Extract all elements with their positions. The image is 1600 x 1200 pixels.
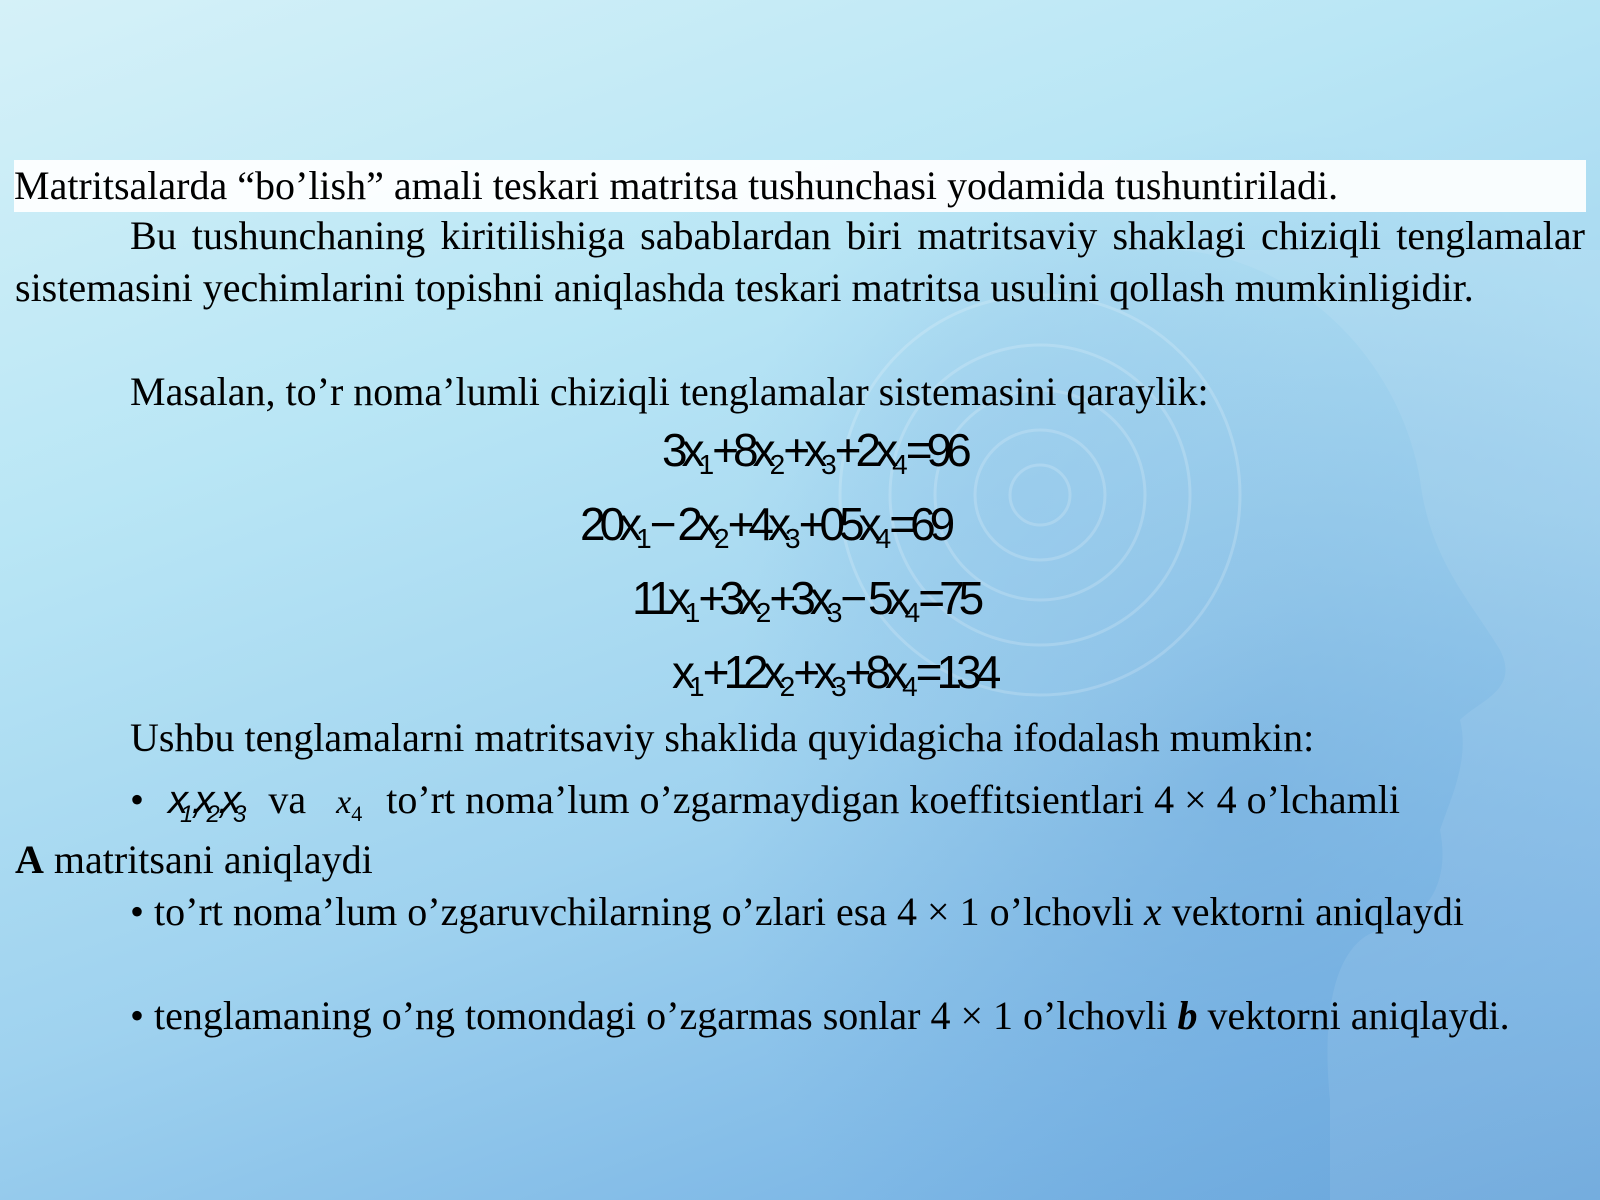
vector-b-label: b (1177, 993, 1198, 1038)
eq3-term3: +3x (769, 572, 827, 624)
eq4-rhs: =134 (915, 646, 996, 698)
vars-x1-x2-x3 (168, 778, 245, 828)
eq2-rhs: =69 (889, 498, 950, 550)
eq3-sub4: 4 (904, 597, 919, 628)
eq3-sub1: 1 (684, 597, 699, 628)
eq3-term4: − 5x (840, 572, 905, 624)
eq1-sub1: 1 (698, 449, 713, 480)
equation-3 (632, 570, 978, 633)
var-x3-sub: 3 (232, 801, 245, 828)
eq2-term1: 20x (580, 498, 637, 550)
bullet-2-text-b: vektorni aniqlaydi (1171, 889, 1464, 934)
equation-4 (672, 644, 995, 707)
paragraph-example: Masalan, to’r noma’lumli chiziqli tenglamalar sistemasini qaraylik: (130, 369, 1209, 414)
bullet-1-cont-text: matritsani aniqlaydi (53, 837, 373, 882)
var-x3: ,x (217, 778, 233, 822)
eq4-term2: +12x (702, 646, 780, 698)
bullet-1-marker: • (130, 777, 145, 822)
eq3-term2: +3x (698, 572, 756, 624)
equation-1 (662, 422, 966, 485)
eq3-sub2: 2 (755, 597, 770, 628)
var-x4-sub: 4 (351, 800, 363, 826)
eq1-term2: +8x (712, 424, 770, 476)
eq3-term1: 11x (632, 572, 685, 624)
eq2-term4: +05x (798, 498, 876, 550)
title-line: Matritsalarda “bo’lish” amali teskari matritsa tushunchasi yodamida tushuntiriladi. (14, 160, 1586, 212)
eq2-sub1: 1 (636, 523, 650, 554)
eq1-sub3: 3 (821, 449, 835, 480)
eq1-sub2: 2 (769, 449, 784, 480)
eq3-sub3: 3 (826, 597, 841, 628)
var-x4-letter: x (336, 784, 352, 821)
eq3-rhs: =75 (918, 572, 979, 624)
eq1-term1: 3x (662, 424, 699, 476)
paragraph-matrix-form: Ushbu tenglamalarni matritsaviy shaklida quyidagicha ifodalash mumkin: (130, 715, 1315, 760)
eq4-sub4: 4 (902, 671, 916, 702)
bullet-1-text: to’rt noma’lum o’zgarmaydigan koeffitsientlari 4 × 4 o’lchamli (386, 777, 1400, 822)
bullet-3-text-b: vektorni aniqlaydi. (1207, 993, 1510, 1038)
paragraph-intro: Bu tushunchaning kiritilishiga sabablardan biri matritsaviy shaklagi chiziqli tenglamalar sistemasini yechimlarini topishni aniqlashda teskari matritsa usulini qollash mumkinligidir. (15, 213, 1585, 310)
var-x2-sub: 2 (206, 801, 218, 828)
eq4-term3: +x (793, 646, 832, 698)
var-x1: x (168, 778, 181, 822)
bullet-1-line (130, 774, 1585, 841)
bullet-3 (15, 990, 1585, 1042)
vector-x-label: x (1144, 889, 1162, 934)
eq1-term4: +2x (834, 424, 893, 476)
eq1-term3: +x (783, 424, 822, 476)
equation-2 (580, 496, 949, 559)
eq2-sub3: 3 (785, 523, 799, 554)
bullet-2-text-a: • to’rt noma’lum o’zgaruvchilarning o’zlari esa 4 × 1 o’lchovli (130, 889, 1135, 934)
eq1-rhs: =96 (905, 424, 966, 476)
eq2-term2: − 2x (649, 498, 714, 550)
var-x4 (336, 784, 363, 826)
bullet-1-continuation (15, 834, 1585, 886)
eq1-sub4: 4 (892, 449, 906, 480)
bullet-2 (15, 886, 1585, 938)
eq4-term1: x (672, 646, 689, 698)
var-x1-sub: 1 (180, 801, 192, 828)
bullet-3-text-a: • tenglamaning o’ng tomondagi o’zgarmas sonlar 4 × 1 o’lchovli (130, 993, 1168, 1038)
var-x2: ,x (191, 778, 207, 822)
matrix-a-label: A (15, 837, 44, 882)
word-va: va (268, 777, 307, 822)
eq2-sub2: 2 (713, 523, 728, 554)
eq4-term4: +8x (844, 646, 903, 698)
eq4-sub2: 2 (779, 671, 794, 702)
eq4-sub1: 1 (689, 671, 703, 702)
eq2-term3: +4x (727, 498, 786, 550)
eq2-sub4: 4 (875, 523, 890, 554)
eq4-sub3: 3 (831, 671, 845, 702)
